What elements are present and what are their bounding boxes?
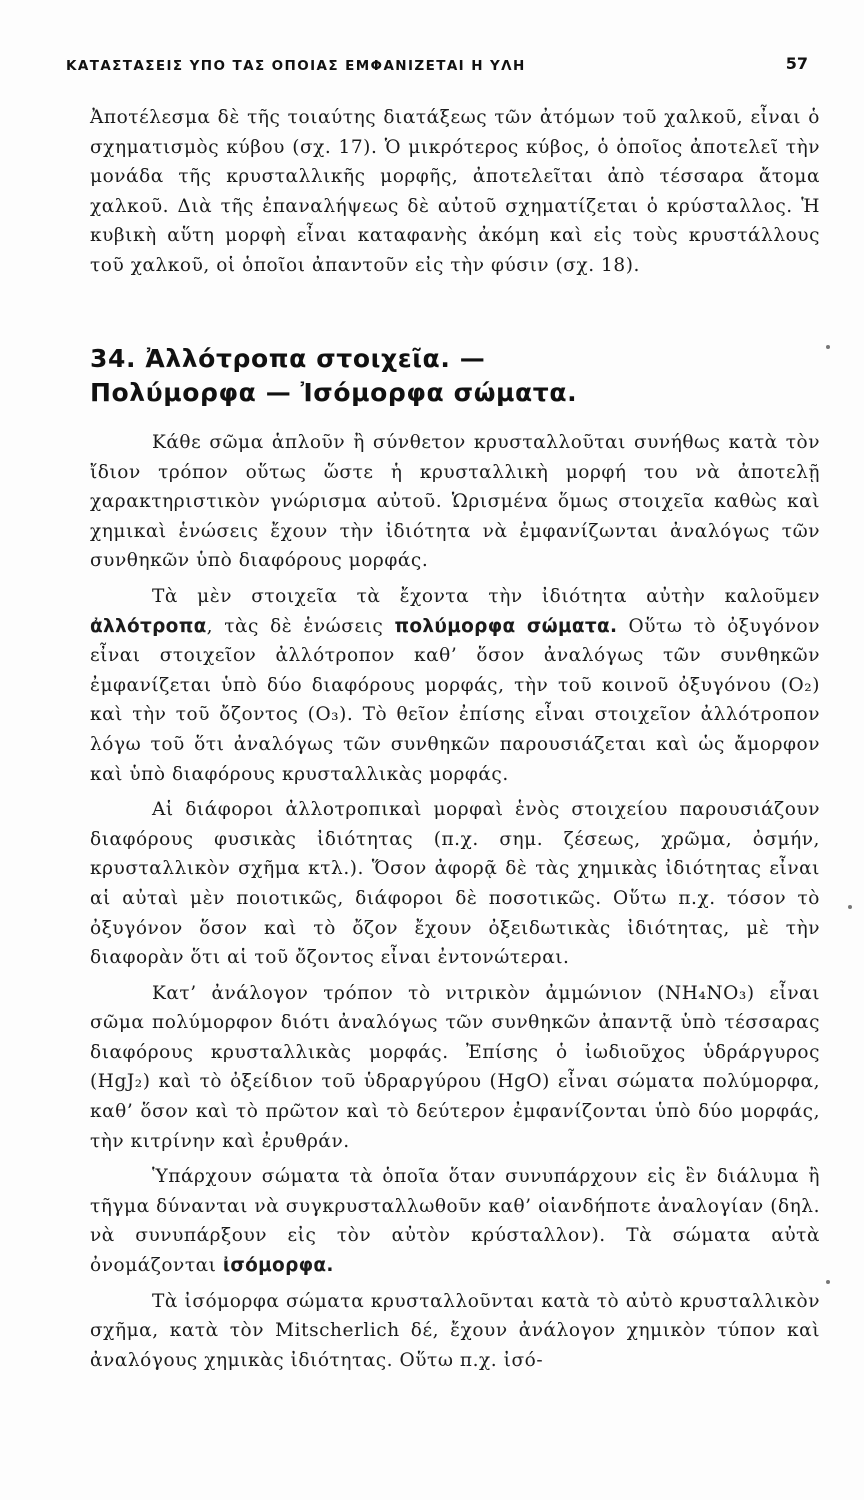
running-head-title: ΚΑΤΑΣΤΑΣΕΙΣ ΥΠΟ ΤΑΣ ΟΠΟΙΑΣ ΕΜΦΑΝΙΖΕΤΑΙ Η ΥΛΗ — [66, 58, 526, 74]
paragraph-6: Τὰ ἰσόμορφα σώματα κρυσταλλοῦνται κατὰ τὸ αὐτὸ κρυσταλλικὸν σχῆμα, κατὰ τὸν Mitscherlich δέ, ἔχουν ἀνάλογον χημικὸν τύπον καὶ ἀναλόγους χημικὰς ἰδιότητας. Οὕτω π.χ. ἰσό- — [90, 1290, 820, 1371]
intro-paragraph: Ἀποτέλεσμα δὲ τῆς τοιαύτης διατάξεως τῶν ἀτόμων τοῦ χαλκοῦ, εἶναι ὁ σχηματισμὸς κύβου (σχ. 17). Ὁ μικρότερος κύβος, ὁ ὁποῖος ἀποτελεῖ τὴν μονάδα τῆς κρυσταλλικῆς μορφῆς, ἀποτελεῖται ἀπὸ τέσσαρα ἄτομα χαλκοῦ. Διὰ τῆς ἐπαναλήψεως δὲ αὐτοῦ σχηματίζεται ὁ κρύσταλλος. Ἡ κυβικὴ αὕτη μορφὴ εἶναι καταφανὴς ἀκόμη καὶ εἰς τοὺς κρυστάλλους τοῦ χαλκοῦ, οἱ ὁποῖοι ἀπαντοῦν εἰς τὴν φύσιν (σχ. 18). — [90, 107, 820, 276]
paragraph-5-text: Ὑπάρχουν σώματα τὰ ὁποῖα ὅταν συνυπάρχουν εἰς ἓν διάλυμα ἢ τῆγμα δύνανται νὰ συγκρυσταλλωθοῦν καθ’ οἱανδήποτε ἀναλογίαν (δηλ. νὰ συνυπάρξουν εἰς τὸν αὐτὸν κρύσταλλον). Τὰ σώματα αὐτὰ ὀνομάζονται — [90, 1166, 820, 1277]
paragraph-1: Κάθε σῶμα ἁπλοῦν ἢ σύνθετον κρυσταλλοῦται συνήθως κατὰ τὸν ἴδιον τρόπον οὕτως ὥστε ἡ κρυσταλλικὴ μορφή του νὰ ἀποτελῇ χαρακτηριστικὸν γνώρισμα αὐτοῦ. Ὡρισμένα ὅμως στοιχεῖα καθὼς καὶ χημικαὶ ἑνώσεις ἔχουν τὴν ἰδιότητα νὰ ἐμφανίζωνται ἀναλόγως τῶν συνθηκῶν ὑπὸ διαφόρους μορφάς. — [90, 432, 820, 572]
term-polymorpha: πολύμορφα σώματα. — [394, 615, 618, 637]
paragraph-5 — [90, 1162, 820, 1280]
section-body — [90, 428, 820, 1381]
term-allotropa: ἀλλότροπα — [90, 615, 207, 637]
page-number: 57 — [785, 54, 808, 73]
paragraph-2-text-b: , τὰς δὲ ἑνώσεις — [206, 615, 395, 637]
paragraph-3: Αἱ διάφοροι ἀλλοτροπικαὶ μορφαὶ ἑνὸς στοιχείου παρουσιάζουν διαφόρους φυσικὰς ἰδιότητας (π.χ. σημ. ζέσεως, χρῶμα, ὀσμήν, κρυσταλλικὸν σχῆμα κτλ.). Ὅσον ἀφορᾷ δὲ τὰς χημικὰς ἰδιότητας εἶναι αἱ αὐταὶ μὲν ποιοτικῶς, διάφοροι δὲ ποσοτικῶς. Οὕτω π.χ. τόσον τὸ ὀξυγόνον ὅσον καὶ τὸ ὄζον ἔχουν ὀξειδωτικὰς ἰδιότητας, μὲ τὴν διαφορὰν ὅτι αἱ τοῦ ὄζοντος εἶναι ἐντονώτεραι. — [90, 799, 820, 969]
section-heading: 34. Ἀλλότροπα στοιχεῖα. — Πολύμορφα — Ἰσόμορφα σώματα. — [90, 344, 578, 407]
paragraph-2-text-a: Τὰ μὲν στοιχεῖα τὰ ἔχοντα τὴν ἰδιότητα αὐτὴν καλοῦμεν — [152, 585, 820, 607]
paragraph-2-text-c: Οὕτω τὸ ὀξυγόνον εἶναι στοιχεῖον ἀλλότροπον καθ’ ὅσον ἀναλόγως τῶν συνθηκῶν ἐμφανίζεται ὑπὸ δύο διαφόρους μορφάς, τὴν τοῦ κοινοῦ ὀξυγόνου (O₂) καὶ τὴν τοῦ ὄζοντος (O₃). Τὸ θεῖον ἐπίσης εἶναι στοιχεῖον ἀλλότροπον λόγω τοῦ ὅτι ἀναλόγως τῶν συνθηκῶν παρουσιάζεται καὶ ὡς ἄμορφον καὶ ὑπὸ διαφόρους κρυσταλλικὰς μορφάς. — [90, 615, 821, 785]
term-isomorpha: ἰσόμορφα. — [222, 1255, 334, 1277]
margin-speck — [848, 905, 852, 909]
paragraph-2 — [90, 582, 820, 789]
margin-speck — [826, 1280, 830, 1284]
paragraph-4: Κατ’ ἀνάλογον τρόπον τὸ νιτρικὸν ἀμμώνιον (NH₄NO₃) εἶναι σῶμα πολύμορφον διότι ἀναλόγως τῶν συνθηκῶν ἀπαντᾷ ὑπὸ τέσσαρας διαφόρους κρυσταλλικὰς μορφάς. Ἐπίσης ὁ ἰωδιοῦχος ὑδράργυρος (HgJ₂) καὶ τὸ ὀξείδιον τοῦ ὑδραργύρου (HgO) εἶναι σώματα πολύμορφα, καθ’ ὅσον καὶ τὸ πρῶτον καὶ τὸ δεύτερον ἐμφανίζονται ὑπὸ δύο μορφάς, τὴν κιτρίνην καὶ ἐρυθράν. — [90, 982, 820, 1152]
margin-speck — [826, 345, 830, 349]
